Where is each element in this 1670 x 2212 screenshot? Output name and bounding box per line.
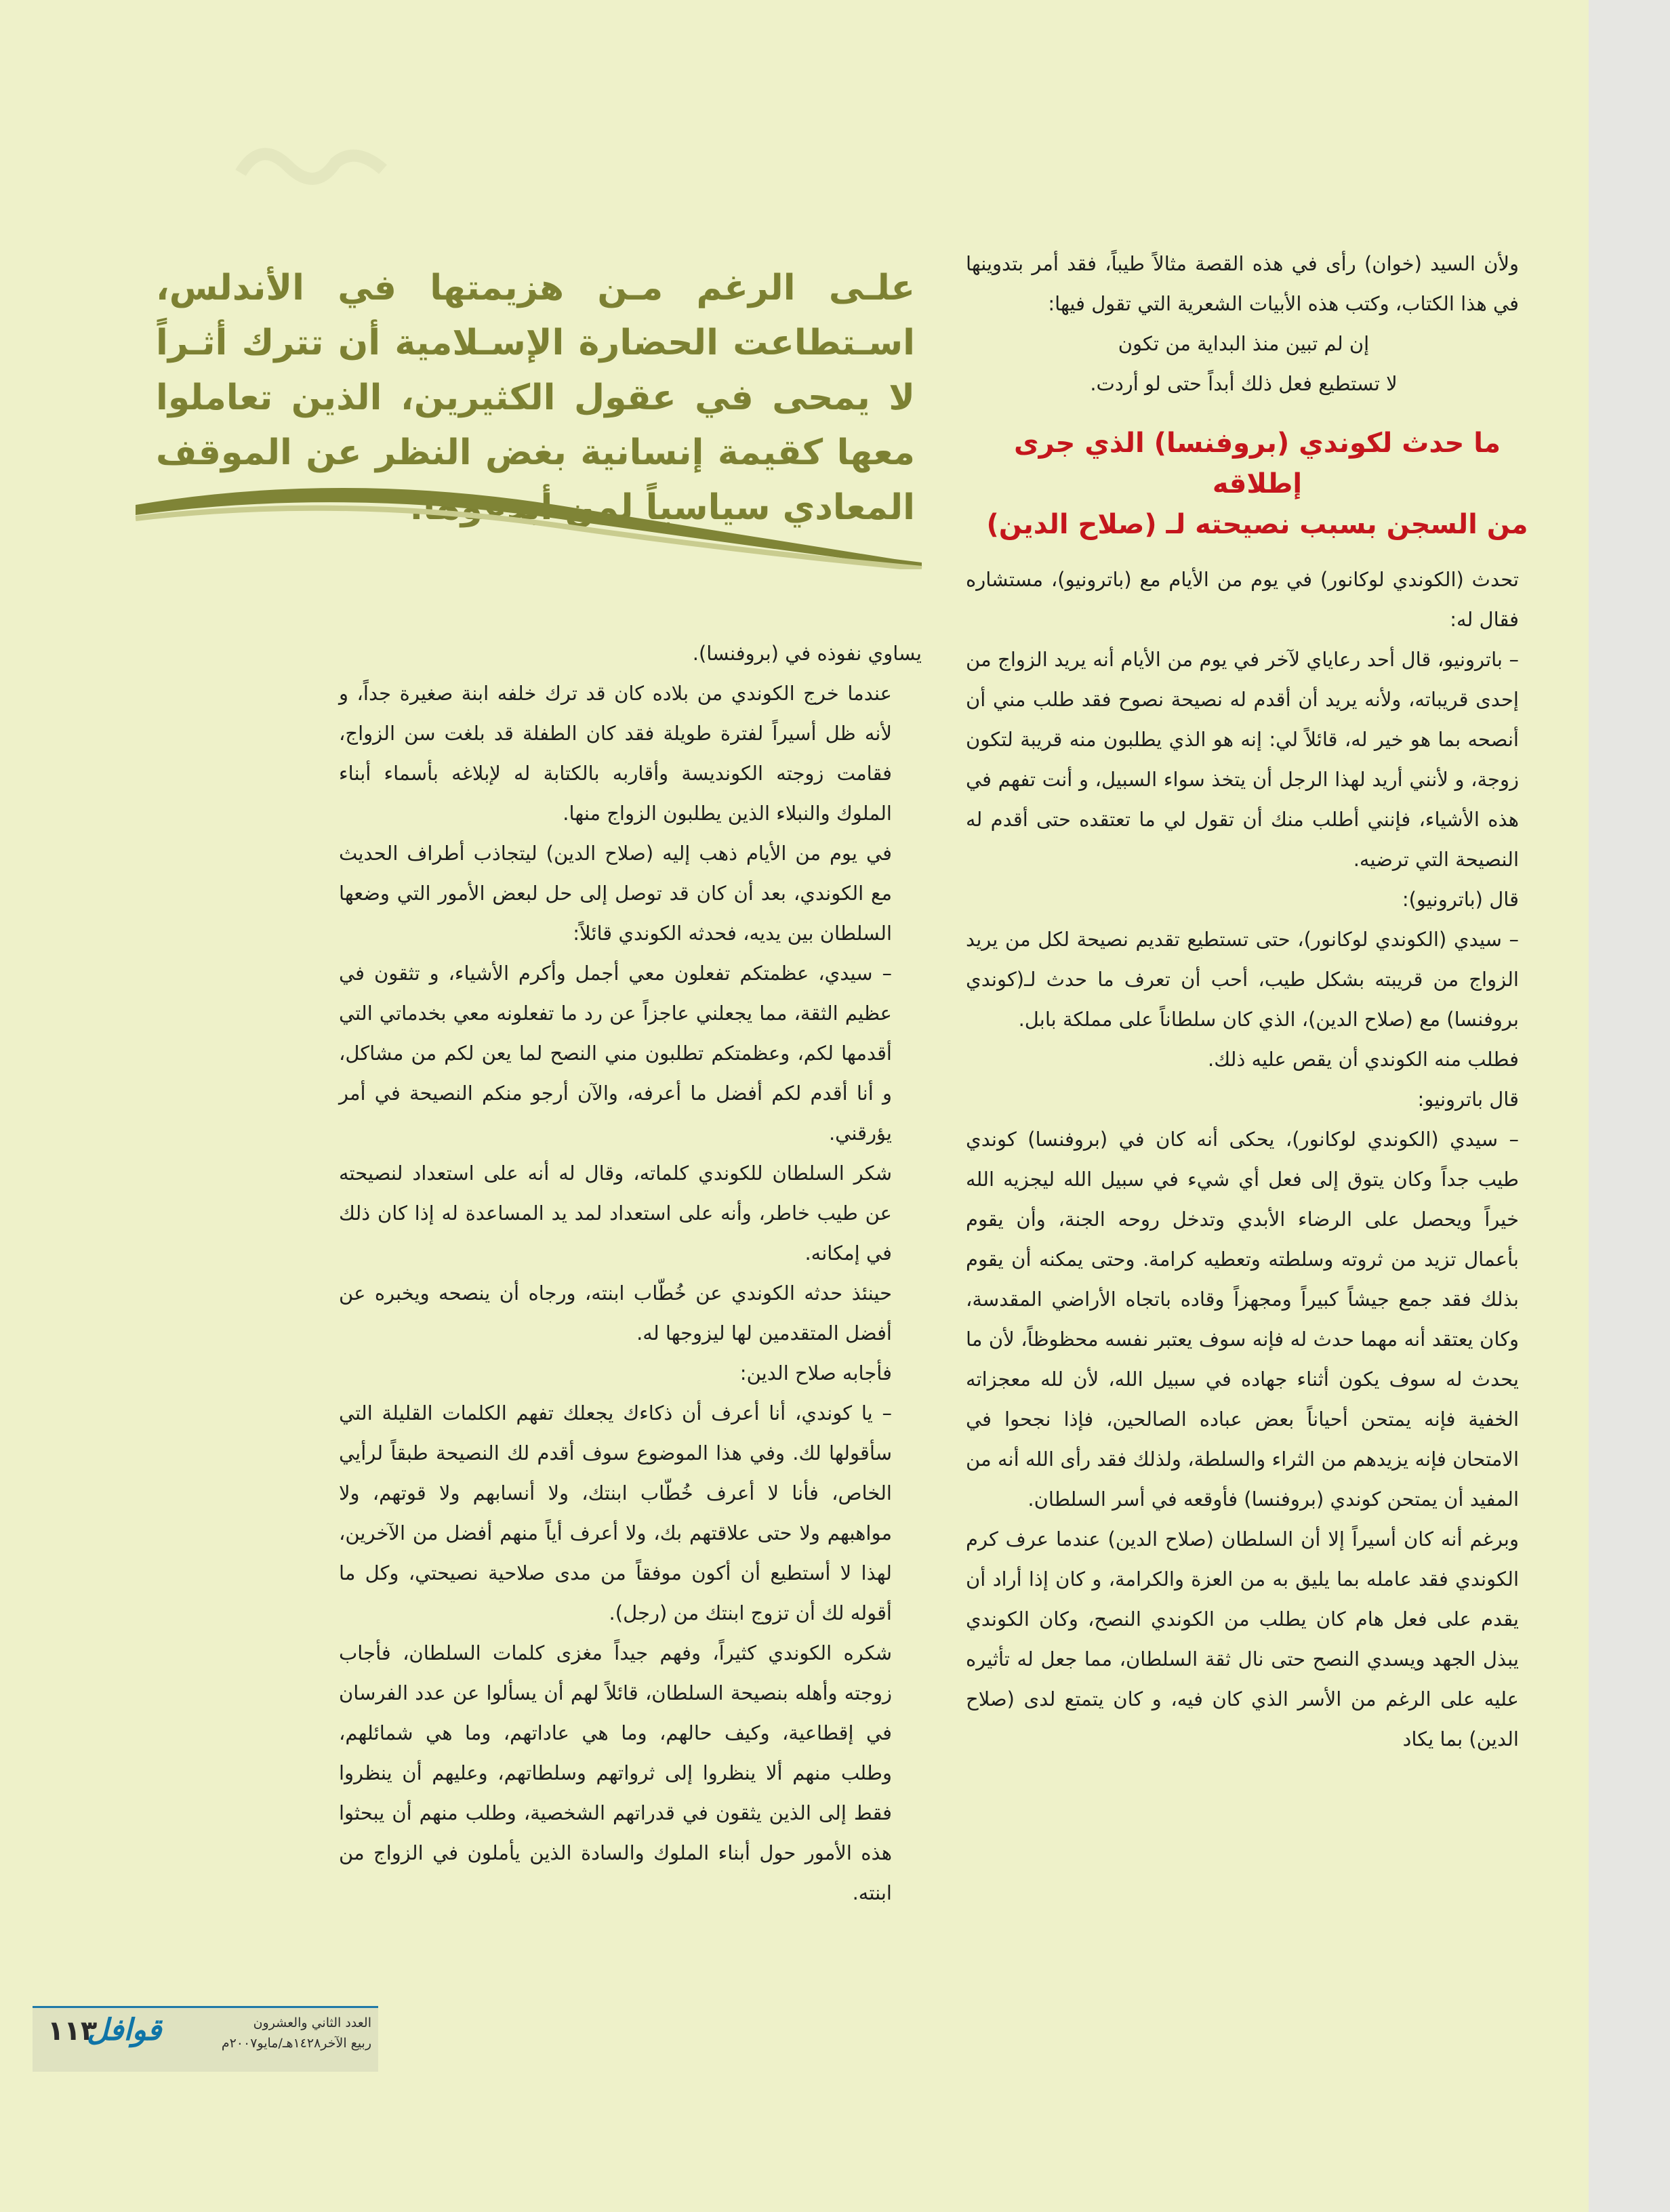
paragraph: في يوم من الأيام ذهب إليه (صلاح الدين) ليتجاذب أطراف الحديث مع الكوندي، بعد أن كان قد توصل إلى حل لبعض الأمور التي وضعها السلطان بين يديه، فحدثه الكوندي قائلاً: — [339, 842, 892, 945]
paragraph: قال باترونيو: — [1417, 1088, 1519, 1111]
magazine-logo: قوافل — [87, 2013, 162, 2047]
paragraph: شكره الكوندي كثيراً، وفهم جيداً مغزى كلمات السلطان، فأجاب زوجته وأهله بنصيحة السلطان، قائلاً لهم أن يسألوا عن عدد الفرسان في إقطاعية، وكيف حالهم، وما هي عاداتهم، وما هي شمائلهم، وطلب منهم ألا ينظروا إلى ثرواتهم وسلطاتهم، وعليهم أن ينظروا فقط إلى الذين يثقون في قدراتهم الشخصية، وطلب منهم أن يبحثوا هذه الأمور حول أبناء الملوك والسادة الذين يأملون في الزواج من ابنته. — [339, 1641, 892, 1904]
section-heading-line-2: من السجن بسبب نصيحته لـ (صلاح الدين) — [986, 509, 1528, 540]
paragraph: فأجابه صلاح الدين: — [739, 1361, 892, 1385]
issue-info — [188, 2013, 371, 2053]
paragraph: قال (باترونيو): — [1402, 888, 1519, 911]
paragraph: – سيدي، عظمتكم تفعلون معي أجمل وأكرم الأشياء، و تثقون في عظيم الثقة، مما يجعلني عاجزاً عن رد ما تفعلونه معي بخدماتي التي أقدمها لكم، وعظمتكم تطلبون مني النصح لما يعن لكم من مشاكل، و أنا أقدم لكم أفضل ما أعرفه، والآن أرجو منكم النصيحة في أمر يؤرقني. — [339, 962, 892, 1145]
page-footer — [33, 2006, 378, 2074]
page-edge — [1589, 0, 1670, 2212]
paragraph: عندما خرج الكوندي من بلاده كان قد ترك خلفه ابنة صغيرة جداً، و لأنه ظل أسيراً لفترة طويلة فقد كان الطفلة قد بلغت سن الزواج، فقامت زوجته الكونديسة وأقاربه بالكتابة له لإبلاغه بأسماء أبناء الملوك والنبلاء الذين يطلبون الزواج منها. — [339, 682, 892, 825]
paragraph: وبرغم أنه كان أسيراً إلا أن السلطان (صلاح الدين) عندما عرف كرم الكوندي فقد عامله بما يليق به من العزة والكرامة، و كان إذا أراد أن يقدم على فعل هام كان يطلب من الكوندي النصح، وكان الكوندي يبذل الجهد ويسدي النصح حتى نال ثقة السلطان، مما جعل له تأثيره عليه على الرغم من الأسر الذي كان فيه، و كان يتمتع لدى (صلاح الدين) بما يكاد — [966, 1528, 1519, 1750]
pull-quote-text: علـى الرغم مـن هزيمتها في الأندلس، اسـتطاعت الحضارة الإسـلامية أن تترك أثـراً لا يمحى في عقول الكثيرين، الذين تعاملوا معها كقيمة إنسانية بغض النظر عن الموقف المعادي سياسياً لمن أبدعوها. — [156, 268, 915, 528]
paragraph: حينئذ حدثه الكوندي عن خُطّاب ابنته، ورجاه أن ينصحه ويخبره عن أفضل المتقدمين لها ليزوجها له. — [339, 1282, 892, 1345]
paragraph: – سيدي (الكوندي لوكانور)، حتى تستطيع تقديم نصيحة لكل من يريد الزواج من قريبته بشكل طيب، أحب أن تعرف ما حدث لـ(كوندي بروفنسا) مع (صلاح الدين)، الذي كان سلطاناً على مملكة بابل. — [966, 928, 1519, 1031]
quote-swoosh-decoration — [136, 478, 929, 569]
article-column-right — [966, 244, 1549, 1759]
intro-paragraph: ولأن السيد (خوان) رأى في هذه القصة مثالاً طيباً، فقد أمر بتدوينها في هذا الكتاب، وكتب هذه الأبيات الشعرية التي تقول فيها: — [966, 252, 1519, 315]
issue-date: ربيع الآخر١٤٢٨هـ/مايو٢٠٠٧م — [221, 2036, 371, 2051]
paragraph: – باترونيو، قال أحد رعاياي لآخر في يوم من الأيام أنه يريد الزواج من إحدى قريباته، ولأنه يريد أن أقدم له نصيحة نصوح فقد طلب مني أن أنصحه بما هو خير له، قائلاً لي: إنه هو الذي يطلبون منه قريبة لتكون زوجة، و لأنني أريد لهذا الرجل أن يتخذ سواء السبيل، و أنت تفهم في هذه الأشياء، فإنني أطلب منك أن تقول لي ما تعتقده حتى أقدم له النصيحة التي ترضيه. — [966, 648, 1519, 871]
paragraph: شكر السلطان للكوندي كلماته، وقال له أنه على استعداد لنصيحته عن طيب خاطر، وأنه على استعداد لمد يد المساعدة له إذا كان ذلك في إمكانه. — [339, 1162, 892, 1265]
paragraph: – سيدي (الكوندي لوكانور)، يحكى أنه كان في (بروفنسا) كوندي طيب جداً وكان يتوق إلى فعل أي شيء في سبيل الله ليجزيه الله خيراً ويحصل على الرضاء الأبدي وتدخل روحه الجنة، وأن يقوم بأعمال تزيد من ثروته وسلطته وتعطيه كرامة. وحتى يمكنه أن يقوم بذلك فقد جمع جيشاً كبيراً ومجهزاً وقاده باتجاه الأراضي المقدسة، وكان يعتقد أنه مهما حدث له فإنه سوف يعتبر نفسه محظوظاً، لأن ما يحدث له سوف يكون أثناء جهاده في سبيل الله، لأن لله معجزاته الخفية فإنه يمتحن أحياناً بعض عباده الصالحين، فإذا نجحوا في الامتحان فإنه يزيدهم من الثراء والسلطة، ولذلك فقد رأى الله أنه من المفيد أن يمتحن كوندي (بروفنسا) فأوقعه في أسر السلطان. — [966, 1128, 1519, 1511]
paragraph: فطلب منه الكوندي أن يقص عليه ذلك. — [1208, 1048, 1519, 1071]
article-column-left — [339, 634, 922, 1913]
verse-line-2: لا تستطيع فعل ذلك أبداً حتى لو أردت. — [1090, 372, 1398, 395]
section-heading-line-1: ما حدث لكوندي (بروفنسا) الذي جرى إطلاقه — [1013, 428, 1501, 499]
faded-section-watermark — [234, 125, 390, 193]
verse-line-1: إن لم تبين منذ البداية من تكون — [1118, 332, 1370, 355]
issue-number: العدد الثاني والعشرون — [253, 2015, 371, 2030]
section-heading — [966, 423, 1549, 545]
paragraph: – يا كوندي، أنا أعرف أن ذكاءك يجعلك تفهم الكلمات القليلة التي سأقولها لك. وفي هذا الموضوع سوف أقدم لك النصيحة طبقاً لرأيي الخاص، فأنا لا أعرف خُطّاب ابنتك، ولا أنسابهم ولا قوتهم، ولا مواهبهم ولا حتى علاقتهم بك، ولا أعرف أياً منهم أفضل من الآخرين، لهذا لا أستطيع أن أكون موفقاً من مدى صلاحية نصيحتي، وكل ما أقوله لك أن تزوج ابنتك من (رجل). — [339, 1401, 892, 1624]
paragraph: تحدث (الكوندي لوكانور) في يوم من الأيام مع (باترونيو)، مستشاره فقال له: — [966, 568, 1519, 631]
paragraph: يساوي نفوذه في (بروفنسا). — [692, 642, 922, 665]
page-number: ١١٣ — [47, 2015, 98, 2047]
pull-quote — [156, 261, 915, 528]
